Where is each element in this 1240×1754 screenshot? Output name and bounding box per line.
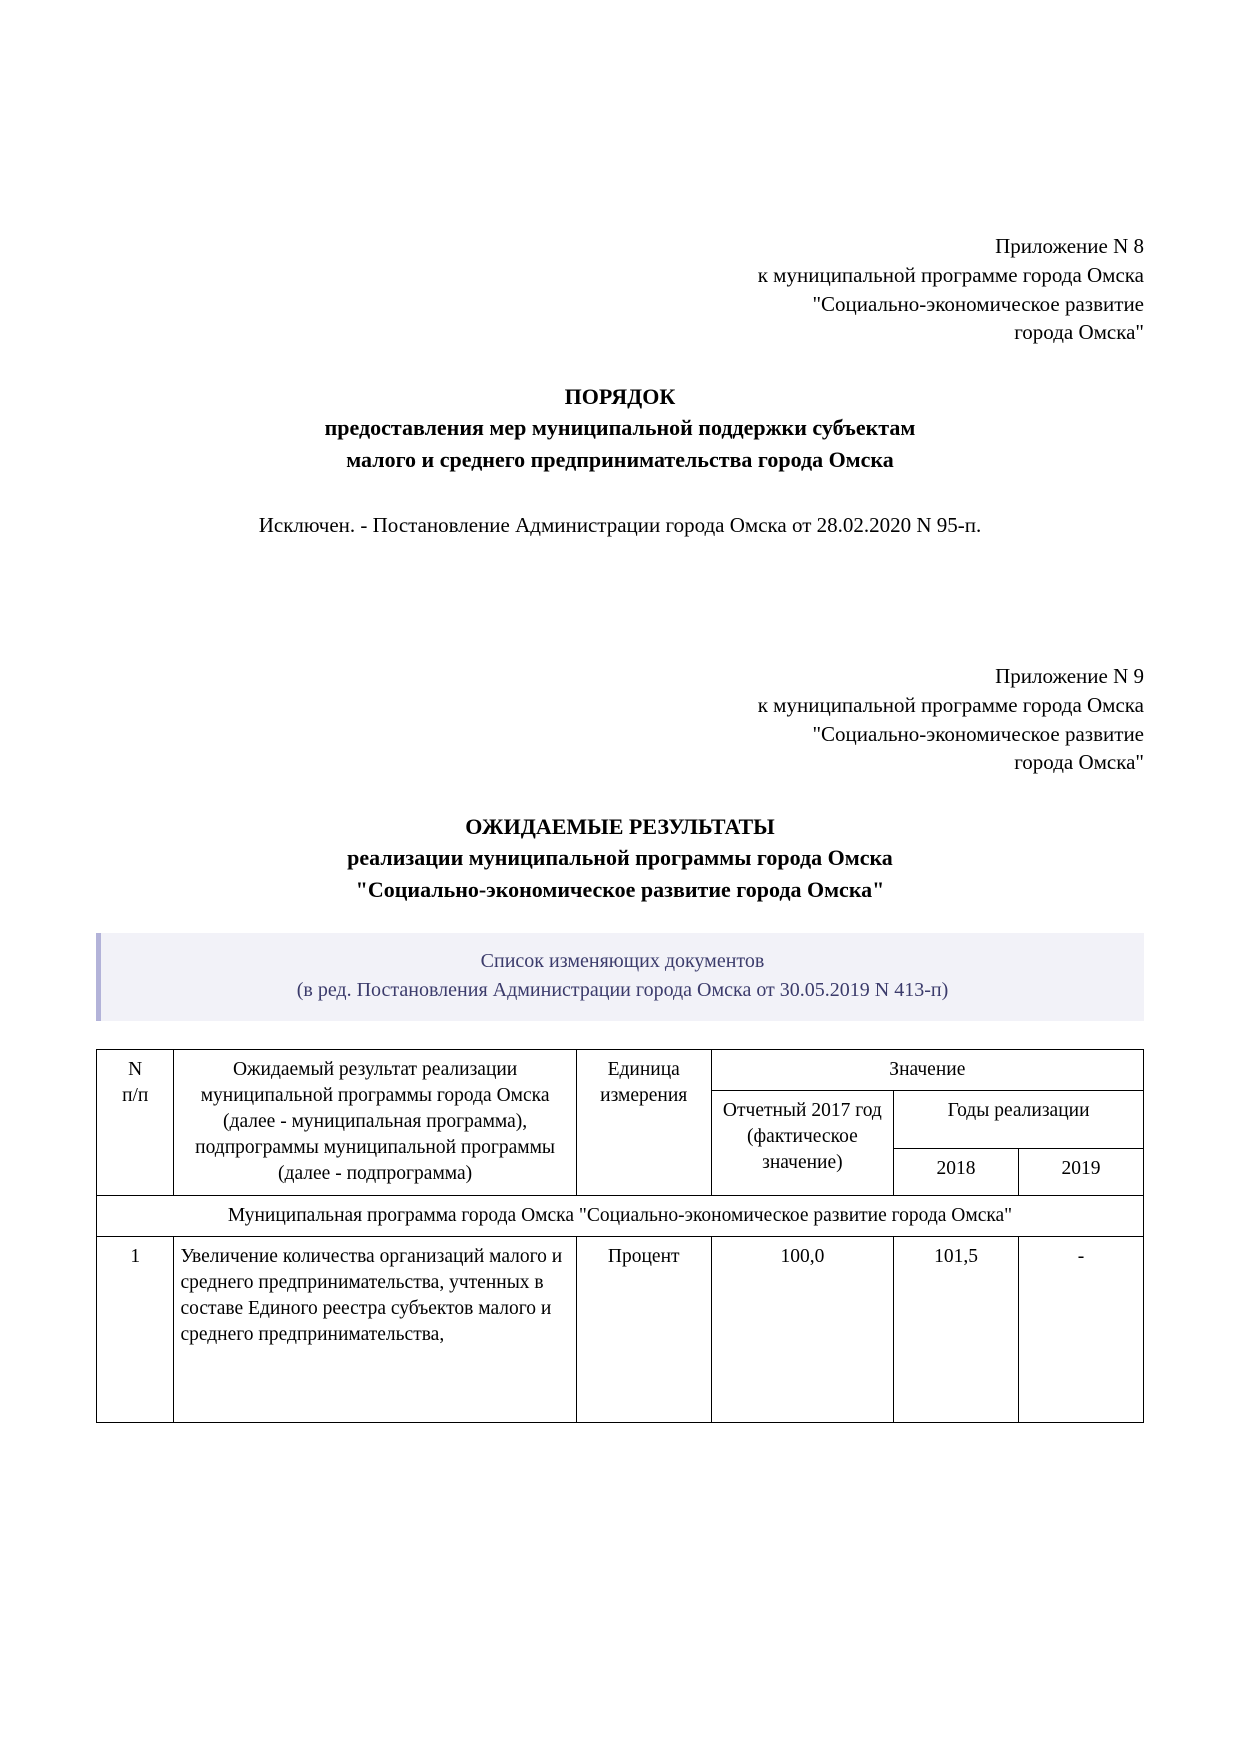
group-row-label: Муниципальная программа города Омска "Социально-экономическое развитие города Омска" bbox=[97, 1195, 1144, 1236]
results-title bbox=[96, 811, 1144, 905]
poryadok-title-line-2: предоставления мер муниципальной поддержки субъектам bbox=[324, 415, 916, 441]
expected-results-table bbox=[96, 1049, 1144, 1423]
results-title-line-3: "Социально-экономическое развитие города Омска" bbox=[355, 876, 885, 902]
amendment-heading: Список изменяющих документов bbox=[480, 949, 765, 972]
poryadok-title-line-1: ПОРЯДОК bbox=[564, 384, 676, 410]
spacer-before-excluded-note bbox=[96, 475, 1144, 511]
header-cell-report-year: Отчетный 2017 год (фактическое значение) bbox=[711, 1091, 893, 1196]
excluded-note: Исключен. - Постановление Администрации города Омска от 28.02.2020 N 95-п. bbox=[258, 512, 982, 537]
appendix-9-line-3: "Социально-экономическое развитие bbox=[812, 721, 1144, 746]
row-report-2017: 100,0 bbox=[711, 1236, 893, 1422]
spacer-before-amendment-box bbox=[96, 905, 1144, 933]
table-row bbox=[97, 1236, 1144, 1422]
header-cell-unit bbox=[576, 1049, 711, 1195]
header-unit-line-1: Единица bbox=[607, 1058, 680, 1080]
header-cell-years-implementation: Годы реализации bbox=[894, 1091, 1144, 1149]
table-body bbox=[97, 1195, 1144, 1422]
header-unit-line-2: измерения bbox=[600, 1085, 688, 1107]
results-title-line-2: реализации муниципальной программы города Омска bbox=[347, 845, 893, 871]
appendix-9-header bbox=[96, 662, 1144, 777]
spacer-after-appendix-8 bbox=[96, 347, 1144, 381]
poryadok-title-line-3: малого и среднего предпринимательства города Омска bbox=[346, 446, 894, 472]
header-cell-result: Ожидаемый результат реализации муниципальной программы города Омска (далее - муниципальная программа), подпрограммы муниципальной программы (далее - подпрограмма) bbox=[174, 1049, 576, 1195]
amendment-revision: (в ред. Постановления Администрации города Омска от 30.05.2019 N 413-п) bbox=[296, 978, 949, 1001]
header-cell-number bbox=[97, 1049, 174, 1195]
row-year-2018: 101,5 bbox=[894, 1236, 1019, 1422]
appendix-9-line-1: Приложение N 9 bbox=[995, 664, 1144, 689]
row-result: Увеличение количества организаций малого и среднего предпринимательства, учтенных в составе Единого реестра субъектов малого и среднего предпринимательства, bbox=[174, 1236, 576, 1422]
header-cell-value: Значение bbox=[711, 1049, 1143, 1090]
appendix-8-line-4: города Омска" bbox=[1014, 320, 1144, 345]
header-cell-year-2019: 2019 bbox=[1019, 1148, 1144, 1195]
header-number-line-2: п/п bbox=[122, 1085, 149, 1107]
table-header-row-1 bbox=[97, 1049, 1144, 1090]
header-number-line-1: N bbox=[128, 1058, 143, 1080]
appendix-8-line-1: Приложение N 8 bbox=[995, 234, 1144, 258]
amendment-callout bbox=[96, 933, 1144, 1021]
appendix-8-line-2: к муниципальной программе города Омска bbox=[757, 262, 1144, 287]
poryadok-title bbox=[96, 381, 1144, 475]
row-number: 1 bbox=[97, 1236, 174, 1422]
row-unit: Процент bbox=[576, 1236, 711, 1422]
spacer-before-table bbox=[96, 1021, 1144, 1049]
top-spacer bbox=[96, 0, 1144, 232]
appendix-8-line-3: "Социально-экономическое развитие bbox=[812, 291, 1144, 316]
appendix-9-line-4: города Омска" bbox=[1014, 750, 1144, 775]
appendix-8-header bbox=[96, 232, 1144, 347]
spacer-after-appendix-9 bbox=[96, 777, 1144, 811]
table-header bbox=[97, 1049, 1144, 1195]
table-group-row bbox=[97, 1195, 1144, 1236]
row-year-2019: - bbox=[1019, 1236, 1144, 1422]
appendix-9-line-2: к муниципальной программе города Омска bbox=[757, 692, 1144, 717]
results-title-line-1: ОЖИДАЕМЫЕ РЕЗУЛЬТАТЫ bbox=[465, 814, 775, 840]
header-cell-year-2018: 2018 bbox=[894, 1148, 1019, 1195]
spacer-between-sections bbox=[96, 540, 1144, 662]
